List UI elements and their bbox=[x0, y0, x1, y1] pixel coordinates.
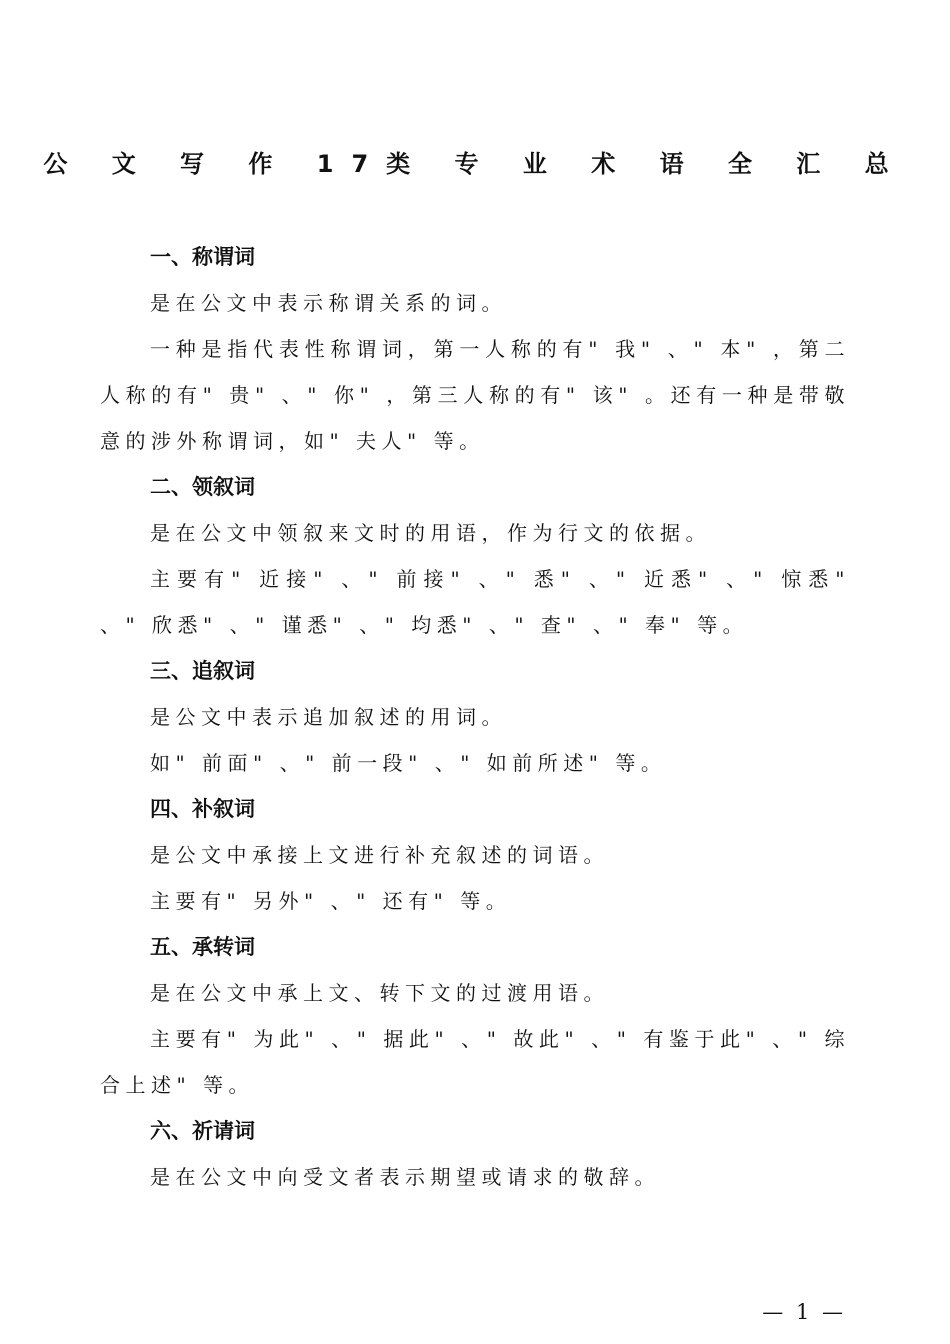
section-4 bbox=[100, 786, 850, 924]
paragraph: 一种是指代表性称谓词，第一人称的有" 我" 、" 本" ，第二人称的有" 贵" 、" 你" ，第三人称的有" 该" 。还有一种是带敬意的涉外称谓词，如" 夫人" 等。 bbox=[100, 337, 850, 453]
section-heading: 三、追叙词 bbox=[150, 659, 255, 683]
paragraph: 是在公文中承上文、转下文的过渡用语。 bbox=[150, 981, 609, 1005]
paragraph: 是在公文中向受文者表示期望或请求的敬辞。 bbox=[150, 1165, 660, 1189]
section-heading: 六、祈请词 bbox=[150, 1119, 255, 1143]
paragraph: 是公文中表示追加叙述的用词。 bbox=[150, 705, 507, 729]
paragraph: 主要有" 为此" 、" 据此" 、" 故此" 、" 有鉴于此" 、" 综合上述" 等。 bbox=[100, 1027, 850, 1097]
section-2 bbox=[100, 464, 850, 648]
section-5 bbox=[100, 924, 850, 1108]
section-heading: 五、承转词 bbox=[150, 935, 255, 959]
paragraph: 主要有" 近接" 、" 前接" 、" 悉" 、" 近悉" 、" 惊悉" 、" 欣悉" 、" 谨悉" 、" 均悉" 、" 查" 、" 奉" 等。 bbox=[100, 567, 850, 637]
paragraph: 主要有" 另外" 、" 还有" 等。 bbox=[150, 889, 512, 913]
paragraph: 如" 前面" 、" 前一段" 、" 如前所述" 等。 bbox=[150, 751, 667, 775]
paragraph: 是在公文中表示称谓关系的词。 bbox=[150, 291, 507, 315]
paragraph: 是在公文中领叙来文时的用语，作为行文的依据。 bbox=[150, 521, 711, 545]
paragraph: 是公文中承接上文进行补充叙述的词语。 bbox=[150, 843, 609, 867]
section-6 bbox=[100, 1108, 850, 1200]
section-heading: 一、称谓词 bbox=[150, 245, 255, 269]
section-heading: 四、补叙词 bbox=[150, 797, 255, 821]
section-heading: 二、领叙词 bbox=[150, 475, 255, 499]
section-1 bbox=[100, 234, 850, 464]
document-title: 公 文 写 作 17类 专 业 术 语 全 汇 总 bbox=[43, 150, 907, 178]
section-3 bbox=[100, 648, 850, 786]
page-number: — 1 — bbox=[762, 1300, 846, 1324]
document-body bbox=[100, 234, 850, 1200]
